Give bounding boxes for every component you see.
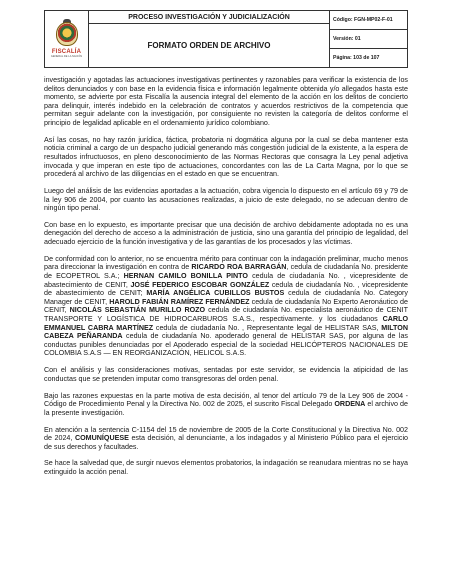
paragraph: investigación y agotadas las actuaciones investigativas pertinentes y razonables para verificar la existencia de los delitos denunciados y con base en la evidencia física e información legalmente obtenida y/o allegados hasta este momento, se advierte por esta Fiscalía la ausencia integral del elemento de la acción en los delitos de concierto para delinquir, interés indebido en la celebración de contratos y acuerdos restrictivos de la competencia que permitan seguir adelante con la investigación, por consiguiente no revisten la categoría de delitos conforme el principio de legalidad aplicable en el ordenamiento jurídico colombiano.	[44, 76, 408, 127]
text-run: Bajo las razones expuestas en la parte motiva de esta decisión, al tenor del artículo 79 de la Ley 906 de 2004 - Código de Procedimiento Penal y la Directiva No. 002 de 2025, el suscrito Fiscal Delegado	[44, 391, 408, 409]
header-meta-cell	[329, 11, 407, 67]
person-name: HAROLD FABIÁN RAMÍREZ FERNÁNDEZ	[109, 297, 250, 306]
logo-text: FISCALÍA	[51, 48, 82, 55]
text-run: cedula de ciudadanía No. , vicepresidente de abastecimiento de CENIT,	[44, 272, 408, 289]
process-name: PROCESO INVESTIGACIÓN Y JUDICIALIZACIÓN	[89, 11, 329, 24]
paragraph: Con el análisis y las consideraciones motivas, sentadas por este servidor, se evidencia la atipicidad de las conductas que se pretenden imputar como transgresoras del orden penal.	[44, 366, 408, 383]
communicate-keyword: COMUNÍQUESE	[74, 434, 129, 443]
form-title: FORMATO ORDEN DE ARCHIVO	[147, 41, 271, 50]
person-name: CARLO EMMANUEL CABRA MARTÍNEZ	[44, 315, 408, 332]
paragraph: Luego del análisis de las evidencias aportadas a la actuación, cobra vigencia lo dispuesto en el artículo 69 y 79 de la ley 906 de 2004, por cuanto las acusaciones realizadas, a juicio de este delegado, no se adecuan dentro de ningún tipo penal.	[44, 186, 408, 213]
text-run: cedula de ciudadanía No. , vicepresidente de abastecimiento de CENIT;	[44, 280, 409, 298]
form-code: Código: FGN-MP02-F-01	[330, 11, 407, 30]
text-run: cedula de ciudadanía No. apoderado general de HELISTAR SAS, por alguna de las conductas punibles denunciadas por el Apoderado especial de la sociedad HELICÓPTEROS NACIONALES DE COLOMBIA S.A.S — EN REORGANIZACIÓN, HELICOL S.A.S.	[44, 332, 409, 358]
text-run: cedula de ciudadanía No. Category Manager de CENIT,	[44, 289, 408, 306]
text-run: cedula de ciudadanía No. , Representante legal de HELISTAR SAS,	[153, 323, 382, 332]
paragraph-communication	[44, 426, 408, 452]
paragraph: Se hace la salvedad que, de surgir nuevos elementos probatorios, la indagación se reanudara mientras no se haya extinguido la acción penal.	[44, 459, 409, 477]
paragraph: Con base en lo expuesto, es importante precisar que una decisión de archivo debidamente adoptada no es una denegación del derecho de acceso a la administración de justicia, sino una garantía del principio de legalidad, del adecuado ejercicio de la función investigativa y de las garantías de los procesados y las víctimas.	[44, 220, 408, 247]
order-keyword: ORDENA	[334, 400, 366, 409]
text-run: cedula de ciudadanía No. especialista aeronáutico de CENIT TRANSPORTE Y LOGÍSTICA DE HIDROCARBUROS S.A.S., respectivamente. y los ciudadanos	[44, 306, 408, 323]
coat-of-arms-icon	[56, 22, 78, 46]
person-name: MILTON CABEZA PEÑARANDA	[44, 323, 408, 341]
text-run: el archivo de la presente investigación.	[44, 400, 408, 417]
form-version: Versión: 01	[330, 30, 407, 49]
paragraph: Así las cosas, no hay razón jurídica, fáctica, probatoria ni dogmática alguna por la cual se deba mantener esta noticia criminal a cargo de un despacho judicial generando más congestión judicial de la existente, a la espera de resultados infructuosos, en pleno desconocimiento de las Normas Rectoras que consagra la Ley penal adjetiva invocada y que imperan en este tipo de actuaciones, concordantes con las de La Carta Magna, por lo que se procederá al archivo de las diligencias en el estado en que se encuentran.	[44, 135, 408, 179]
text-run: cedula de ciudadanía No Experto Aeronáutico de CENIT,	[44, 297, 408, 315]
logo-subtext: GENERAL DE LA NACIÓN	[50, 54, 83, 58]
paragraph-order	[44, 392, 408, 418]
text-run: De conformidad con lo anterior, no se encuentra mérito para continuar con la indagación preliminar, mucho menos para direccionar la investigación en contra de	[44, 254, 408, 272]
person-name: RICARDO ROA BARRAGÁN	[191, 263, 287, 272]
paragraph-named-persons	[44, 255, 408, 358]
header-title-cell	[89, 11, 329, 67]
person-name: HERNAN CAMILO BONILLA PINTO	[123, 272, 248, 281]
text-run: esta decisión, al denunciante, a los indagados y al Ministerio Público para el ejercicio de sus derechos y facultades.	[44, 434, 409, 451]
text-run: En atención a la sentencia C-1154 del 15 de noviembre de 2005 de la Corte Constitucional y la Directiva No. 002 de 2024,	[44, 425, 408, 443]
person-name: MARÍA ANGÉLICA CUBILLOS BUSTOS	[146, 289, 285, 298]
document-body	[44, 76, 408, 477]
page-number: Página: 103 de 107	[333, 55, 380, 61]
logo-cell	[45, 11, 89, 67]
person-name: JOSÉ FEDERICO ESCOBAR GONZÁLEZ	[130, 280, 270, 289]
person-name: NICOLÁS SEBASTIÁN MURILLO ROZO	[69, 306, 206, 315]
text-run: , cedula de ciudadanía No. presidente de ECOPETROL S.A.;	[44, 263, 408, 281]
document-header	[44, 10, 408, 68]
